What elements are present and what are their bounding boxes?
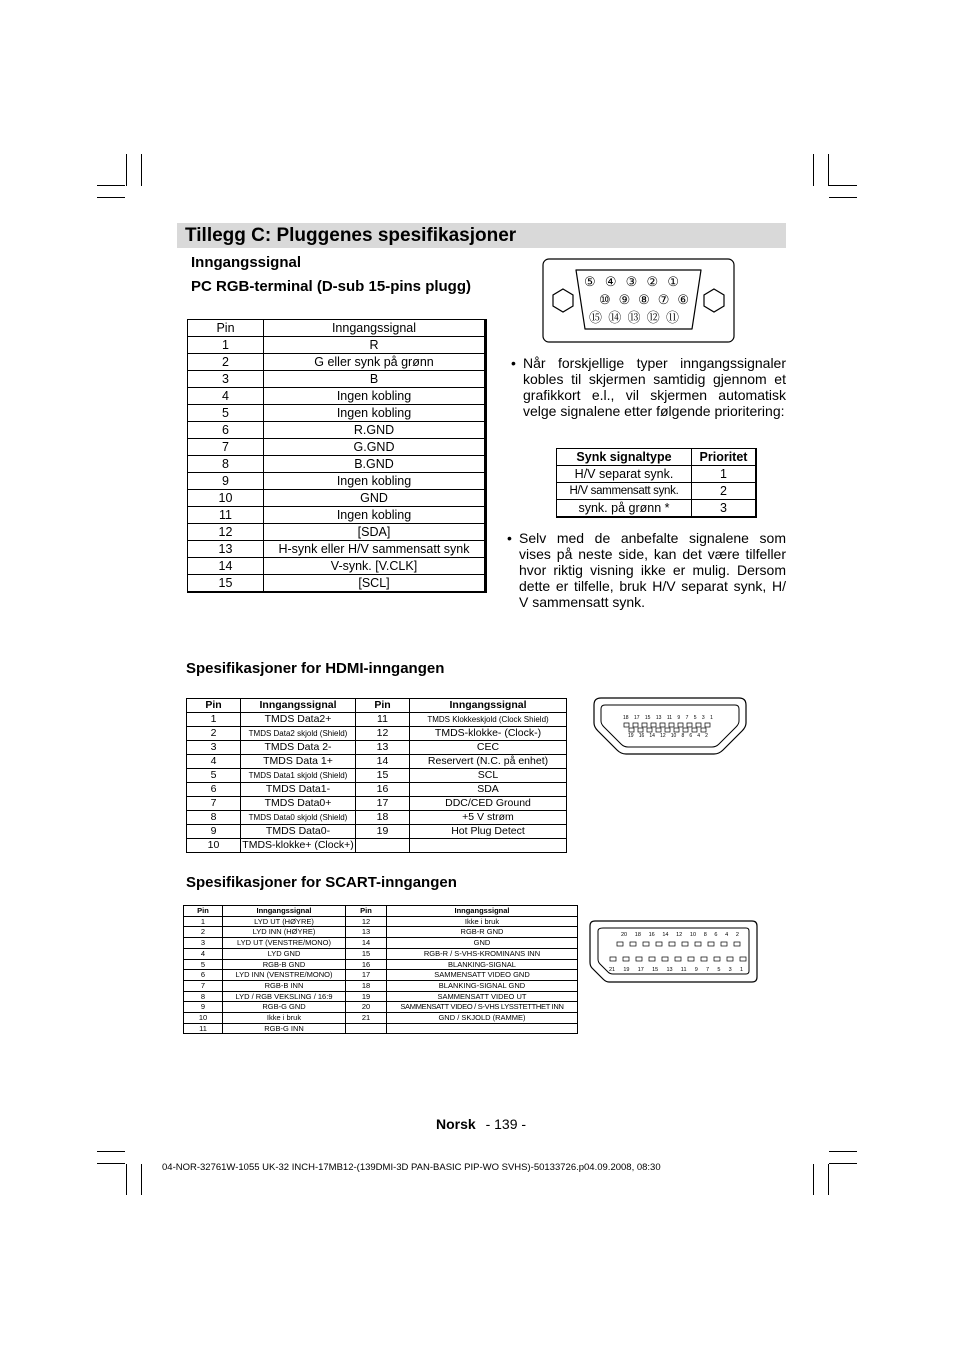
- pin-cell: 11: [184, 1023, 223, 1034]
- page-footer: [436, 1116, 526, 1132]
- table-row: [188, 354, 486, 371]
- pin-cell: 5: [188, 405, 264, 422]
- table-row: [187, 783, 567, 797]
- signal-cell: R.GND: [264, 422, 486, 439]
- pin-label: 14: [649, 733, 655, 739]
- table-row: [184, 1023, 578, 1034]
- vga-heading-2: PC RGB-terminal (D-sub 15-pins plugg): [191, 278, 472, 295]
- pin-cell: 4: [188, 388, 264, 405]
- signal-cell: RGB-G GND: [223, 1002, 346, 1013]
- signal-cell: GND / SKJOLD (RAMME): [387, 1013, 578, 1024]
- pin-cell: 17: [356, 797, 410, 811]
- sync-type-cell: H/V sammensatt synk.: [557, 483, 692, 500]
- pin-label: 10: [689, 932, 697, 938]
- table-row: [184, 980, 578, 991]
- pin-cell: 13: [346, 927, 387, 938]
- scart-connector-diagram: [589, 920, 758, 983]
- hdmi-bottom-pin-labels: [628, 733, 708, 739]
- header-pin: Pin: [184, 906, 223, 917]
- pin-label: 17: [637, 967, 644, 973]
- table-row: [188, 507, 486, 524]
- pin-cell: 14: [188, 558, 264, 575]
- header-signal: Inngangssignal: [241, 699, 356, 713]
- signal-cell: TMDS Data 1+: [241, 755, 356, 769]
- pin-label: ②: [646, 274, 659, 289]
- pin-label: 3: [728, 967, 732, 973]
- dsub-row-1: [584, 274, 679, 290]
- table-row: [188, 422, 486, 439]
- pin-cell: 17: [346, 970, 387, 981]
- signal-cell: TMDS-klokke- (Clock-): [410, 727, 567, 741]
- header-sync-type: Synk signaltype: [557, 449, 692, 466]
- pin-cell: 16: [346, 959, 387, 970]
- bullet-icon: •: [507, 530, 512, 546]
- pin-label: 21: [609, 967, 616, 973]
- pin-cell: 5: [184, 959, 223, 970]
- bullet-text: Når forskjellige typer inngangssignaler kobles til skjermen samtidig gjennom et grafikkort e.l., vil skjermen automatisk velge signalene etter følgende prioritering:: [523, 355, 786, 419]
- pin-cell: 9: [188, 473, 264, 490]
- table-row: [188, 371, 486, 388]
- signal-cell: SAMMENSATT VIDEO / S-VHS LYSSTETTHET INN: [387, 1002, 578, 1013]
- table-row: [188, 490, 486, 507]
- table-row: [188, 473, 486, 490]
- pin-label: 8: [703, 932, 707, 938]
- pin-cell: 12: [188, 524, 264, 541]
- pin-cell: 4: [187, 755, 241, 769]
- table-row: [184, 991, 578, 1002]
- pin-label: 12: [676, 932, 683, 938]
- header-signal: Inngangssignal: [410, 699, 567, 713]
- table-row: [187, 825, 567, 839]
- table-row: [184, 1002, 578, 1013]
- pin-cell: [356, 839, 410, 853]
- table-row: [187, 769, 567, 783]
- pin-label: 7: [685, 715, 689, 721]
- table-row: [187, 755, 567, 769]
- pin-label: 8: [681, 733, 685, 739]
- dsub-row-3: [589, 310, 679, 326]
- signal-cell: TMDS Data2 skjold (Shield): [241, 727, 356, 741]
- pin-label: 12: [660, 733, 666, 739]
- pin-label: 14: [662, 932, 669, 938]
- pin-cell: 10: [187, 839, 241, 853]
- title-bar: [177, 223, 786, 248]
- table-row: [184, 948, 578, 959]
- pin-cell: 1: [184, 916, 223, 927]
- scart-heading: Spesifikasjoner for SCART-inngangen: [186, 874, 457, 891]
- bullet-icon: •: [511, 355, 516, 371]
- pin-cell: 12: [356, 727, 410, 741]
- signal-cell: V-synk. [V.CLK]: [264, 558, 486, 575]
- hdmi-connector-diagram: [593, 697, 747, 755]
- pin-label: ⑨: [618, 292, 631, 307]
- table-row: [188, 541, 486, 558]
- sync-type-cell: synk. på grønn *: [557, 500, 692, 518]
- table-row: [188, 456, 486, 473]
- priority-cell: 3: [692, 500, 757, 518]
- pin-cell: 19: [356, 825, 410, 839]
- pin-label: 2: [705, 733, 708, 739]
- pin-label: ③: [625, 274, 638, 289]
- pin-label: ⑤: [584, 274, 596, 289]
- hdmi-top-pin-labels: [623, 715, 713, 721]
- signal-cell: RGB-B GND: [223, 959, 346, 970]
- pin-label: 4: [697, 733, 701, 739]
- table-row: [187, 839, 567, 853]
- signal-cell: [SCL]: [264, 575, 486, 593]
- table-row: [187, 797, 567, 811]
- pin-cell: 5: [187, 769, 241, 783]
- pin-label: ⑦: [657, 292, 670, 307]
- signal-cell: H-synk eller H/V sammensatt synk: [264, 541, 486, 558]
- signal-cell: TMDS Data0-: [241, 825, 356, 839]
- pin-label: 19: [628, 733, 634, 739]
- bullet-paragraph-1: [511, 355, 786, 419]
- header-priority: Prioritet: [692, 449, 757, 466]
- pin-cell: 14: [356, 755, 410, 769]
- signal-cell: Ingen kobling: [264, 507, 486, 524]
- pin-label: 1: [739, 967, 743, 973]
- signal-cell: LYD GND: [223, 948, 346, 959]
- table-row: [184, 1013, 578, 1024]
- signal-cell: DDC/CED Ground: [410, 797, 567, 811]
- pin-cell: 7: [187, 797, 241, 811]
- table-header-row: [187, 699, 567, 713]
- signal-cell: TMDS Data1-: [241, 783, 356, 797]
- signal-cell: TMDS Data1 skjold (Shield): [241, 769, 356, 783]
- table-header-row: [557, 449, 757, 466]
- vga-pin-table: [187, 319, 487, 593]
- signal-cell: G.GND: [264, 439, 486, 456]
- pin-cell: 13: [188, 541, 264, 558]
- signal-cell: GND: [264, 490, 486, 507]
- header-pin: Pin: [187, 699, 241, 713]
- table-row: [188, 388, 486, 405]
- pin-cell: 12: [346, 916, 387, 927]
- pin-label: 9: [677, 715, 681, 721]
- sync-type-cell: H/V separat synk.: [557, 466, 692, 483]
- pin-cell: 7: [184, 980, 223, 991]
- pin-label: ⑧: [638, 292, 650, 307]
- pin-label: ⑩: [599, 292, 611, 307]
- pin-label: 9: [694, 967, 698, 973]
- signal-cell: SCL: [410, 769, 567, 783]
- pin-cell: 8: [187, 811, 241, 825]
- document-id: 04-NOR-32761W-1055 UK-32 INCH-17MB12-(139DMI-3D PAN-BASIC PIP-WO SVHS)-50133726.p04.09.2008, 08:30: [162, 1162, 661, 1173]
- table-row: [184, 959, 578, 970]
- table-row: [557, 466, 757, 483]
- pin-label: ①: [667, 274, 679, 289]
- pin-cell: 14: [346, 938, 387, 949]
- pin-cell: 8: [188, 456, 264, 473]
- pin-label: 10: [670, 733, 677, 739]
- pin-label: ⑪: [665, 310, 679, 325]
- pin-label: ⑭: [608, 310, 622, 325]
- pin-label: 5: [717, 967, 721, 973]
- table-row: [184, 927, 578, 938]
- pin-label: 7: [706, 967, 710, 973]
- pin-label: ④: [604, 274, 617, 289]
- table-row: [557, 500, 757, 518]
- signal-cell: GND: [387, 938, 578, 949]
- pin-cell: 3: [187, 741, 241, 755]
- signal-cell: TMDS Data2+: [241, 713, 356, 727]
- signal-cell: RGB-G INN: [223, 1023, 346, 1034]
- pin-label: ⑥: [677, 292, 689, 307]
- signal-cell: [387, 1023, 578, 1034]
- pin-cell: 15: [356, 769, 410, 783]
- table-row: [188, 524, 486, 541]
- pin-label: 16: [638, 733, 645, 739]
- signal-cell: RGB-R / S-VHS-KROMINANS INN: [387, 948, 578, 959]
- signal-cell: B: [264, 371, 486, 388]
- table-row: [188, 405, 486, 422]
- pin-cell: [346, 1023, 387, 1034]
- table-row: [187, 727, 567, 741]
- dsub-connector-diagram: [542, 258, 735, 343]
- table-row: [187, 741, 567, 755]
- pin-label: 18: [634, 932, 641, 938]
- signal-cell: RGB-B INN: [223, 980, 346, 991]
- signal-cell: Ingen kobling: [264, 388, 486, 405]
- pin-label: 16: [648, 932, 655, 938]
- pin-cell: 3: [184, 938, 223, 949]
- signal-cell: [410, 839, 567, 853]
- dsub-row-2: [599, 292, 689, 308]
- signal-cell: B.GND: [264, 456, 486, 473]
- pin-cell: 11: [356, 713, 410, 727]
- table-row: [184, 916, 578, 927]
- signal-cell: TMDS Data0+: [241, 797, 356, 811]
- pin-label: 6: [689, 733, 693, 739]
- pin-label: 20: [621, 932, 628, 938]
- pin-label: 3: [701, 715, 705, 721]
- hdmi-pin-table: [186, 698, 567, 853]
- signal-cell: BLANKING-SIGNAL: [387, 959, 578, 970]
- header-signal: Inngangssignal: [223, 906, 346, 917]
- pin-cell: 2: [187, 727, 241, 741]
- scart-bottom-pin-labels: [609, 967, 743, 974]
- table-row: [188, 337, 486, 354]
- header-signal: Inngangssignal: [387, 906, 578, 917]
- pin-cell: 10: [184, 1013, 223, 1024]
- table-row: [557, 483, 757, 500]
- pin-label: 2: [735, 932, 739, 938]
- signal-cell: TMDS Data 2-: [241, 741, 356, 755]
- table-header-row: [184, 906, 578, 917]
- pin-cell: 2: [188, 354, 264, 371]
- footer-language: Norsk: [436, 1116, 476, 1132]
- signal-cell: R: [264, 337, 486, 354]
- signal-cell: SAMMENSATT VIDEO GND: [387, 970, 578, 981]
- table-header-row: [188, 320, 486, 337]
- signal-cell: Ingen kobling: [264, 473, 486, 490]
- pin-label: 11: [680, 967, 687, 973]
- table-row: [184, 970, 578, 981]
- page-title: Tillegg C: Pluggenes spesifikasjoner: [185, 225, 517, 246]
- table-row: [187, 713, 567, 727]
- pin-cell: 4: [184, 948, 223, 959]
- hdmi-heading: Spesifikasjoner for HDMI-inngangen: [186, 660, 445, 677]
- signal-cell: LYD UT (VENSTRE/MONO): [223, 938, 346, 949]
- signal-cell: Ingen kobling: [264, 405, 486, 422]
- signal-cell: TMDS-klokke+ (Clock+): [242, 839, 354, 851]
- pin-cell: 21: [346, 1013, 387, 1024]
- pin-cell: 8: [184, 991, 223, 1002]
- pin-cell: 19: [346, 991, 387, 1002]
- pin-label: 17: [633, 715, 640, 721]
- table-row: [188, 558, 486, 575]
- pin-cell: 20: [346, 1002, 387, 1013]
- pin-cell: 10: [188, 490, 264, 507]
- sync-priority-table: [556, 448, 757, 518]
- table-row: [187, 811, 567, 825]
- signal-cell: RGB-R GND: [387, 927, 578, 938]
- signal-cell: LYD INN (HØYRE): [223, 927, 346, 938]
- priority-cell: 2: [692, 483, 757, 500]
- pin-cell: 15: [188, 575, 264, 593]
- signal-cell: SDA: [410, 783, 567, 797]
- pin-cell: 9: [187, 825, 241, 839]
- pin-label: 19: [623, 967, 630, 973]
- header-pin: Pin: [356, 699, 410, 713]
- pin-cell: 15: [346, 948, 387, 959]
- signal-cell: +5 V strøm: [410, 811, 567, 825]
- signal-cell: Reservert (N.C. på enhet): [410, 755, 567, 769]
- signal-cell: Hot Plug Detect: [410, 825, 567, 839]
- page-number: - 139 -: [485, 1116, 527, 1132]
- pin-cell: 11: [188, 507, 264, 524]
- pin-label: 15: [652, 967, 659, 973]
- pin-label: 1: [710, 715, 713, 721]
- pin-cell: 1: [187, 713, 241, 727]
- signal-cell: Ikke i bruk: [223, 1013, 346, 1024]
- pin-label: 6: [714, 932, 718, 938]
- pin-label: 15: [644, 715, 651, 721]
- header-pin: Pin: [188, 320, 264, 337]
- signal-cell: G eller synk på grønn: [264, 354, 486, 371]
- pin-cell: 3: [188, 371, 264, 388]
- header-pin: Pin: [346, 906, 387, 917]
- signal-cell: LYD INN (VENSTRE/MONO): [223, 970, 346, 981]
- signal-cell: SAMMENSATT VIDEO UT: [387, 991, 578, 1002]
- signal-cell: [SDA]: [264, 524, 486, 541]
- pin-label: ⑬: [627, 310, 641, 325]
- pin-cell: 9: [184, 1002, 223, 1013]
- signal-cell: LYD / RGB VEKSLING / 16:9: [223, 991, 346, 1002]
- pin-label: ⑫: [646, 310, 660, 325]
- pin-cell: 2: [184, 927, 223, 938]
- bullet-text: Selv med de anbefalte signalene som vises på neste side, kan det være tilfeller hvor riktig visning ikke er mulig. Dersom dette er tilfelle, bruk H/V separat synk, H/ V sammensatt synk.: [519, 530, 786, 610]
- pin-label: ⑮: [589, 310, 603, 325]
- pin-label: 4: [725, 932, 729, 938]
- pin-cell: 18: [346, 980, 387, 991]
- pin-label: 5: [693, 715, 697, 721]
- table-row: [184, 938, 578, 949]
- pin-cell: 6: [188, 422, 264, 439]
- pin-cell: 16: [356, 783, 410, 797]
- priority-cell: 1: [692, 466, 757, 483]
- signal-cell: Ikke i bruk: [387, 916, 578, 927]
- pin-cell: 6: [187, 783, 241, 797]
- scart-top-pin-labels: [621, 932, 739, 939]
- pin-label: 18: [623, 715, 629, 721]
- vga-heading-1: Inngangssignal: [191, 254, 302, 271]
- signal-cell: BLANKING-SIGNAL GND: [387, 980, 578, 991]
- signal-cell: LYD UT (HØYRE): [223, 916, 346, 927]
- signal-cell: TMDS Data0 skjold (Shield): [241, 811, 356, 825]
- table-row: [188, 439, 486, 456]
- table-row: [188, 575, 486, 593]
- pin-cell: 6: [184, 970, 223, 981]
- header-signal: Inngangssignal: [264, 320, 486, 337]
- pin-label: 11: [666, 715, 673, 721]
- pin-cell: 7: [188, 439, 264, 456]
- signal-cell: TMDS Klokkeskjold (Clock Shield): [410, 713, 567, 727]
- bullet-paragraph-2: [507, 530, 786, 610]
- pin-label: 13: [655, 715, 662, 721]
- scart-pin-table: [183, 905, 578, 1034]
- signal-cell: CEC: [410, 741, 567, 755]
- pin-cell: 13: [356, 741, 410, 755]
- pin-cell: 1: [188, 337, 264, 354]
- pin-cell: 18: [356, 811, 410, 825]
- pin-label: 13: [666, 967, 673, 973]
